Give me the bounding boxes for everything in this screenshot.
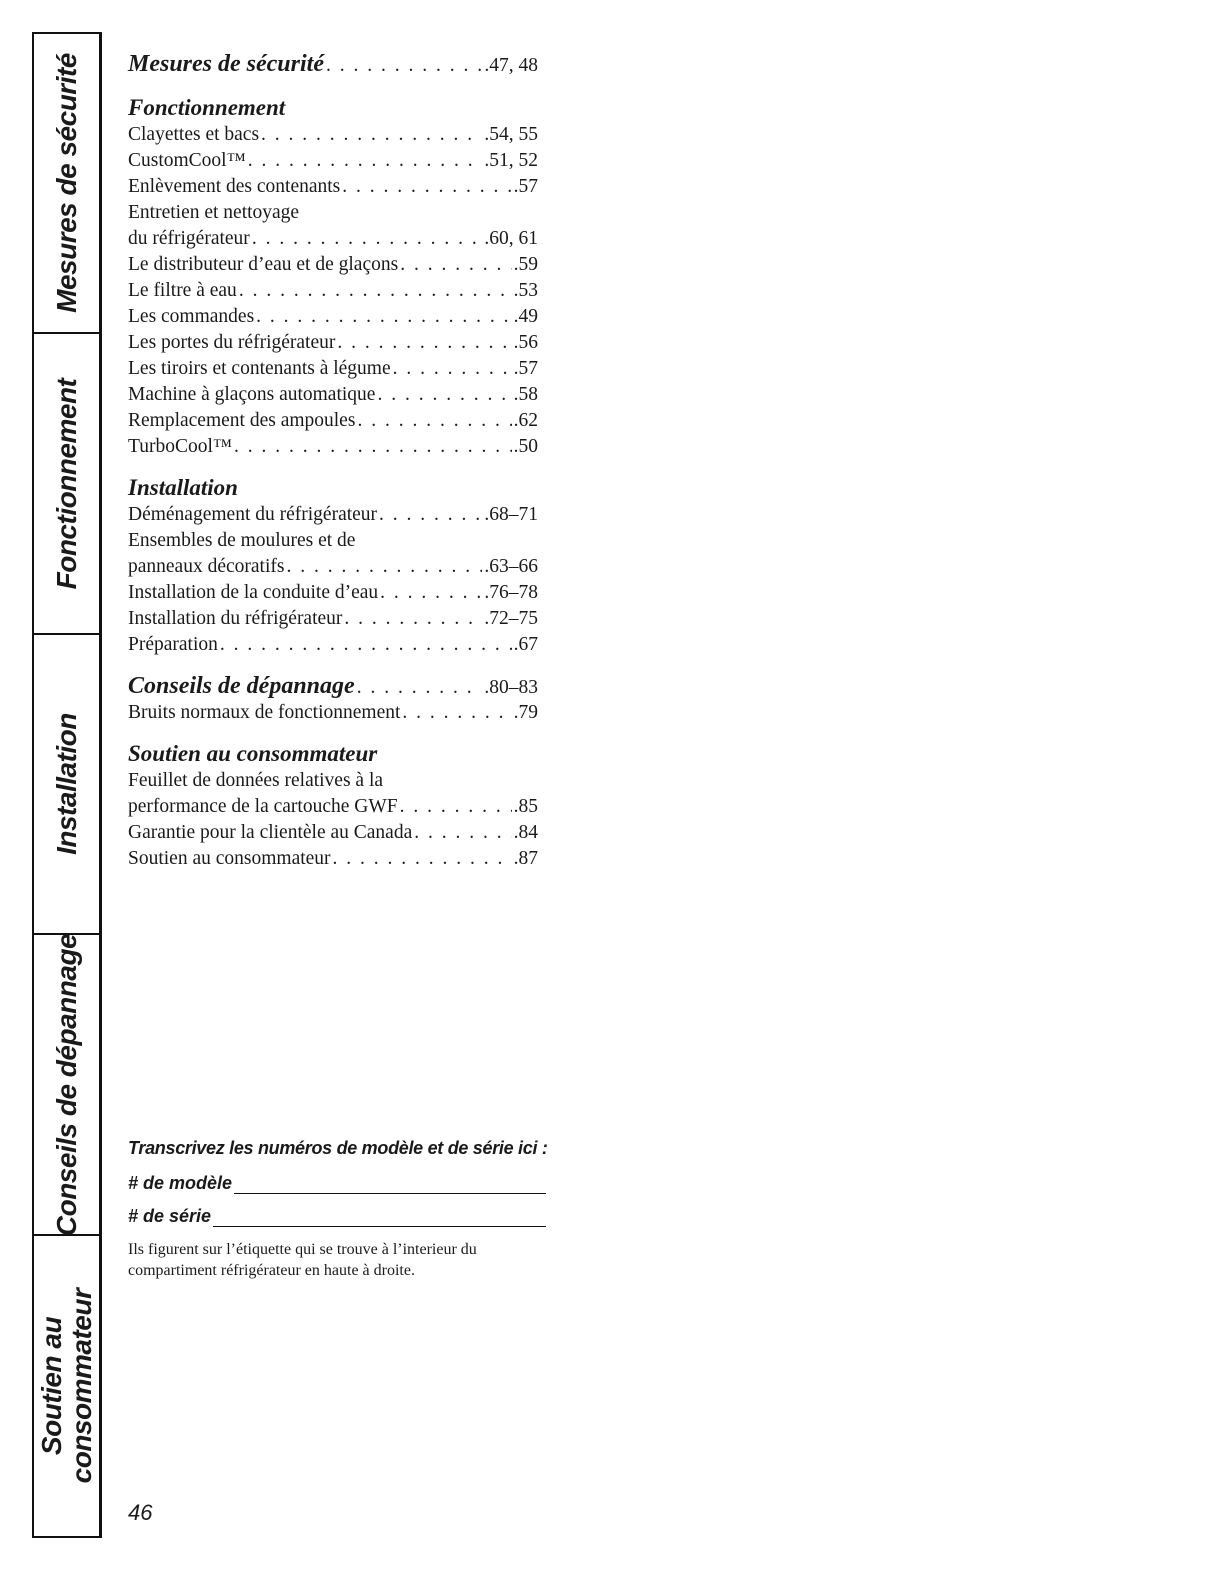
leader-dots [220,632,512,658]
page-ref: .57 [513,176,538,197]
toc-section-safety [128,50,538,78]
leader-dots [234,434,512,460]
entry-text: Clayettes et bacs [128,124,260,145]
record-note: Ils figurent sur l’étiquette qui se trouve à l’interieur du compartiment réfrigérateur en haute à droite. [128,1241,477,1279]
model-number-field[interactable] [128,1173,546,1194]
entry-text: Installation du réfrigérateur [128,608,343,629]
entry-text: Le filtre à eau [128,280,237,301]
page-ref: .58 [513,384,538,405]
toc-entry[interactable] [128,846,538,872]
toc-entry[interactable] [128,278,538,304]
page-ref: .62 [513,410,538,431]
entry-text: Les portes du réfrigérateur [128,332,336,353]
toc-entry[interactable] [128,672,538,700]
table-of-contents [128,50,538,886]
leader-dots [357,677,483,699]
page-ref: .68–71 [484,504,538,525]
model-number-label: # de modèle [128,1173,233,1193]
page-ref: .51, 52 [484,150,538,171]
page-ref: .59 [513,254,538,275]
leader-dots [342,174,511,200]
page-ref: .50 [513,436,538,457]
leader-dots [400,794,512,820]
toc-entry[interactable] [128,356,538,382]
leader-dots [333,846,512,872]
serial-number-line[interactable] [213,1206,546,1227]
section-heading: Fonctionnement [128,95,286,120]
leader-dots [252,226,483,252]
leader-dots [248,148,483,174]
toc-entry[interactable] [128,580,538,606]
toc-entry[interactable] [128,174,538,200]
page-ref: .63–66 [484,556,538,577]
toc-entry[interactable] [128,382,538,408]
page-ref: .85 [513,796,538,817]
page-ref: .76–78 [484,582,538,603]
tab-label [37,1289,97,1484]
toc-entry[interactable] [128,502,538,528]
page-ref: .72–75 [484,608,538,629]
toc-section-operation [128,94,538,460]
leader-dots [337,330,511,356]
toc-entry[interactable] [128,700,538,726]
entry-text: Les tiroirs et contenants à légume [128,358,391,379]
model-serial-record [128,1138,568,1281]
entry-text: Machine à glaçons automatique [128,384,376,405]
entry-text: performance de la cartouche GWF [128,796,398,817]
entry-text: Enlèvement des contenants [128,176,341,197]
toc-entry[interactable] [128,226,538,252]
tab-fonctionnement[interactable] [34,334,102,635]
toc-entry[interactable] [128,606,538,632]
entry-text: Bruits normaux de fonctionnement [128,702,401,723]
toc-entry[interactable] [128,330,538,356]
entry-text: CustomCool™ [128,150,246,171]
toc-entry-line1: Ensembles de moulures et de [128,530,356,551]
section-heading: Soutien au consommateur [128,741,378,766]
entry-text: Soutien au consommateur [128,848,331,869]
section-tabs [32,32,102,1538]
entry-text: panneaux décoratifs [128,556,285,577]
toc-entry-line1: Feuillet de données relatives à la [128,770,384,791]
tab-conseils-de-depannage[interactable] [34,935,102,1236]
page-ref: .80–83 [484,677,538,698]
leader-dots [393,356,512,382]
leader-dots [379,502,482,528]
toc-entry[interactable] [128,304,538,330]
entry-text: Remplacement des ampoules [128,410,356,431]
entry-text: Installation de la conduite d’eau [128,582,379,603]
leader-dots [377,382,511,408]
toc-section-installation [128,474,538,658]
record-title: Transcrivez les numéros de modèle et de série ici : [128,1138,548,1158]
toc-entry[interactable] [128,820,538,846]
section-heading: Conseils de dépannage [128,673,355,699]
toc-section-troubleshooting [128,672,538,726]
model-number-line[interactable] [234,1173,546,1194]
tab-label: Installation [50,713,82,855]
tab-soutien-au-consommateur[interactable] [34,1236,102,1536]
leader-dots [400,252,511,278]
page-ref: .54, 55 [484,124,538,145]
entry-text: du réfrigérateur [128,228,250,249]
tab-label: Fonctionnement [50,378,82,589]
entry-text: Le distributeur d’eau et de glaçons [128,254,399,275]
leader-dots [326,55,482,77]
leader-dots [402,700,511,726]
page-ref: .47, 48 [484,55,538,76]
section-heading: Mesures de sécurité [128,51,324,77]
page-ref: .67 [513,634,538,655]
leader-dots [380,580,482,606]
entry-text: Les commandes [128,306,255,327]
tab-mesures-de-securite[interactable] [34,34,102,334]
leader-dots [256,304,511,330]
tab-label: Mesures de sécurité [50,53,82,313]
leader-dots [239,278,512,304]
toc-entry[interactable] [128,434,538,460]
toc-entry[interactable] [128,632,538,658]
entry-text: Déménagement du réfrigérateur [128,504,378,525]
toc-entry[interactable] [128,122,538,148]
page-ref: .49 [513,306,538,327]
toc-entry[interactable] [128,554,538,580]
page-ref: .60, 61 [484,228,538,249]
entry-text: Garantie pour la clientèle au Canada [128,822,413,843]
page-ref: .53 [513,280,538,301]
page-ref: .57 [513,358,538,379]
serial-number-field[interactable] [128,1206,546,1227]
entry-text: TurboCool™ [128,436,233,457]
page-ref: .79 [513,702,538,723]
toc-entry-line1: Entretien et nettoyage [128,202,300,223]
tab-installation[interactable] [34,635,102,935]
toc-entry[interactable] [128,50,538,78]
leader-dots [344,606,482,632]
page-number: 46 [128,1500,153,1525]
toc-section-support [128,740,538,872]
section-heading: Installation [128,475,238,500]
tab-label-line2: consommateur [65,1288,97,1484]
toc-entry[interactable] [128,794,538,820]
toc-entry[interactable] [128,252,538,278]
toc-entry[interactable] [128,148,538,174]
serial-number-label: # de série [128,1206,212,1226]
tab-label-line1: Soutien au [35,1316,67,1456]
leader-dots [261,122,482,148]
page-ref: .87 [513,848,538,869]
leader-dots [286,554,482,580]
leader-dots [357,408,511,434]
toc-entry[interactable] [128,408,538,434]
tab-label: Conseils de dépannage [50,933,82,1236]
page-ref: .84 [513,822,538,843]
page-ref: .56 [513,332,538,353]
entry-text: Préparation [128,634,218,655]
leader-dots [414,820,511,846]
